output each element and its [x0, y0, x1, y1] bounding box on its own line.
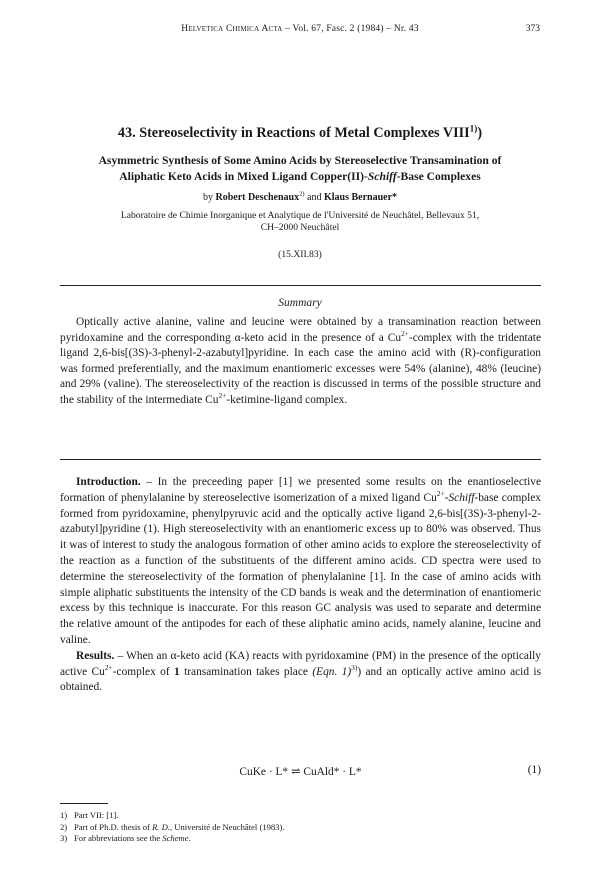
summary-text-b: -complex with the tridentate ligand 2,6-bis[(3S)-3-phenyl-2-azabutyl]pyridine. In each case the amino acid with (R)-configuration was formed preferentially, and the maximum enantiomeric excesses were 54% (alanine), 48% (leucine) and 29% (valine). The stereoselectivity of the reaction is discussed in terms of the possible structure and the stability of the intermediate Cu	[60, 331, 541, 406]
results-footnote-mark: 3)	[351, 662, 358, 672]
author-1-footnote: 2)	[299, 190, 305, 198]
footnote-rule	[60, 803, 108, 804]
author-2: Klaus Bernauer*	[323, 192, 398, 203]
subtitle-schiff: Schiff	[367, 170, 397, 183]
results-sup: 2+	[104, 662, 113, 672]
footnote-italic: R. D.	[152, 821, 170, 832]
intro-paragraph	[60, 475, 541, 649]
intro-schiff: Schiff	[448, 491, 475, 504]
footnote-text: For abbreviations see the	[74, 833, 163, 843]
results-heading: Results.	[76, 649, 115, 662]
footnote-text: Part of Ph.D. thesis of	[74, 821, 153, 832]
summary-top-rule	[60, 285, 541, 286]
author-1-fn-number: 2	[299, 190, 303, 198]
footnotes	[60, 810, 541, 845]
volume-info: – Vol. 67, Fasc. 2 (1984) – Nr. 43	[282, 24, 419, 34]
footnote-mark: 3)	[60, 833, 68, 843]
footnote-3	[60, 833, 541, 845]
footnote-text: Part VII: [1].	[74, 810, 119, 820]
authors-line	[0, 192, 600, 203]
results-text-c: transamination takes place	[179, 665, 313, 678]
summary-sup-2: 2+	[218, 391, 227, 401]
footnote-1	[60, 810, 541, 822]
title-fn-number: 1	[469, 123, 475, 134]
main-body	[60, 475, 541, 696]
summary-paragraph	[60, 315, 541, 409]
results-text-d: ) and an optically active amino acid is obtained.	[60, 665, 542, 694]
journal-name: Helvetica Chimica Acta	[181, 24, 283, 34]
footnote-text: , Université de Neuchâtel (1983).	[169, 821, 285, 832]
article-subtitle	[56, 153, 544, 185]
footnote-2	[60, 822, 541, 834]
summary-bottom-rule	[60, 459, 541, 460]
subtitle-line-3: -Base Complexes	[396, 170, 481, 183]
affiliation-line-1: Laboratoire de Chimie Inorganique et Analytique de l'Université de Neuchâtel, Bellevaux 51,	[120, 210, 480, 221]
affiliation-line-2: CH–2000 Neuchâtel	[260, 222, 340, 233]
intro-sup: 2+	[436, 489, 445, 498]
article-title: 43. Stereoselectivity in Reactions of Metal Complexes VIII$^{1)}$)	[117, 123, 483, 141]
summary-text-a: Optically active alanine, valine and leucine were obtained by a transamination reaction between pyridoxamine and the corresponding α-keto acid in the presence of a Cu	[60, 316, 541, 344]
ligand-number: 1	[174, 665, 180, 678]
intro-heading: Introduction.	[76, 476, 141, 488]
title-footnote-mark: 1)	[469, 123, 478, 134]
received-date: (15.XII.83)	[278, 249, 322, 260]
title-text: 43. Stereoselectivity in Reactions of Metal Complexes VIII	[117, 125, 470, 141]
results-text-a: – When an α-keto acid (KA) reacts with pyridoxamine (PM) in the presence of the optically active Cu	[60, 649, 541, 678]
by-text: by	[202, 192, 216, 203]
intro-text-a: – In the preceeding paper [1] we presented some results on the enantioselective formation of phenylalanine by stereoselective isomerization of a mixed ligand Cu	[60, 476, 541, 504]
eqn-reference: (Eqn. 1)	[312, 665, 352, 678]
results-paragraph	[60, 649, 541, 696]
running-header	[0, 24, 600, 38]
summary-heading: Summary	[278, 297, 322, 309]
affiliation	[60, 210, 540, 234]
summary-sup-1: 2+	[401, 328, 409, 338]
author-1: Robert Deschenaux	[215, 192, 300, 203]
equation-number: (1)	[527, 764, 541, 776]
footnote-italic: Scheme	[162, 833, 189, 843]
equation-formula: CuKe · L* ⇌ CuAld* · L*	[239, 766, 362, 778]
results-fn-number: 3	[351, 662, 355, 672]
page-number: 373	[525, 24, 540, 34]
and-text: and	[304, 192, 324, 203]
summary-text-c: -ketimine-ligand complex.	[226, 393, 348, 406]
footnote-mark: 2)	[60, 821, 68, 832]
subtitle-line-2: Aliphatic Keto Acids in Mixed Ligand Copper(II)-	[119, 170, 368, 183]
results-text-b: -complex of	[112, 665, 174, 678]
journal-citation	[0, 24, 600, 34]
equation-1	[60, 764, 541, 780]
footnote-mark: 1)	[60, 810, 68, 820]
footnote-text: .	[188, 833, 191, 843]
intro-dash: -	[444, 491, 449, 504]
intro-text-b: -base complex formed from pyridoxamine, phenylpyruvic acid and the optically active ligand 2,6-bis[(3S)-3-phenyl-2-azabutyl]pyridine (1). High stereoselectivity with an enantiomeric excess up to 80% was observed. Thus it was of interest to study the analogous formation of other amino acids to explore the stereoselectivity of the reaction as a function of the substituents of the different amino acids. CD spectra were used to determine the stereoselectivity of the formation of phenylalanine [1]. In the case of amino acids with simple aliphatic substituents the intensity of the CD bands is weak and the determination of enantiomeric excess by this technique is inaccurate. For this reason GC analysis was used to separate and determine the relative amount of the antipodes for each of these aliphatic amino acids, namely alanine, leucine and valine.	[60, 491, 542, 646]
subtitle-line-1: Asymmetric Synthesis of Some Amino Acids by Stereoselective Transamination of	[98, 154, 502, 167]
